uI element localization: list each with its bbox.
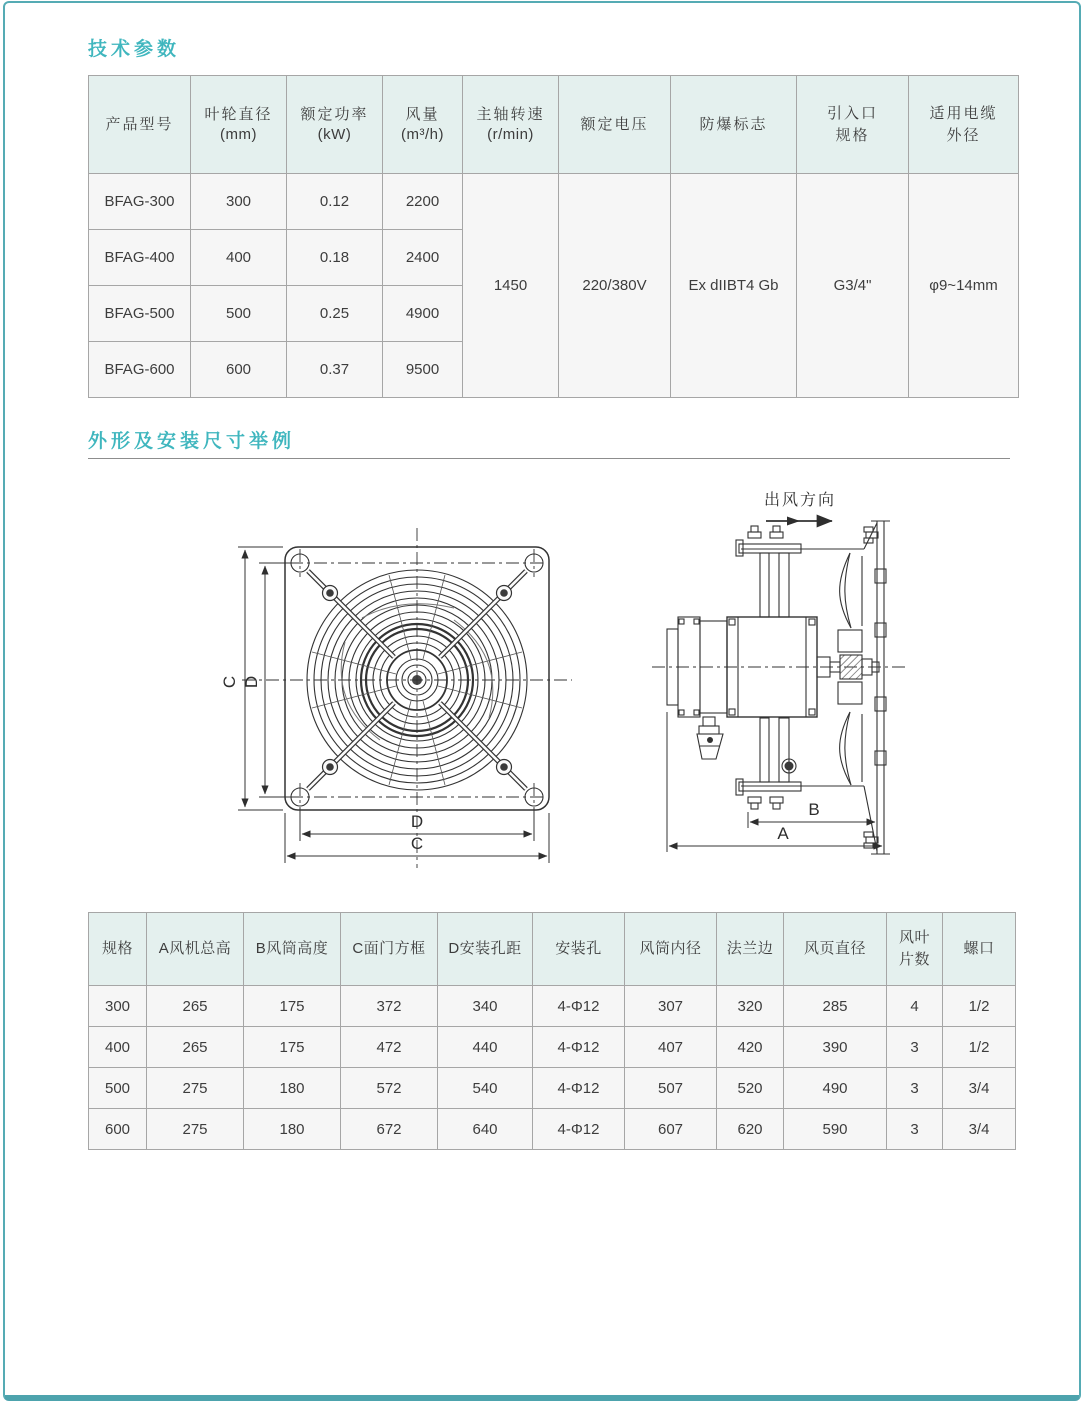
dimension-table xyxy=(88,912,1016,1150)
section-title-outline-dims: 外形及安装尺寸举例 xyxy=(88,431,296,452)
dim-cell: 372 xyxy=(341,986,438,1027)
spec-header-row xyxy=(89,76,1019,174)
spec-power: 0.18 xyxy=(287,230,383,286)
dim-cell: 607 xyxy=(625,1109,717,1150)
spec-header-exmark: 防爆标志 xyxy=(671,76,797,174)
dim-cell: 472 xyxy=(341,1027,438,1068)
dim-cell: 490 xyxy=(784,1068,887,1109)
spec-diameter: 500 xyxy=(191,286,287,342)
dim-cell: 307 xyxy=(625,986,717,1027)
section-divider xyxy=(88,458,1010,459)
dim-cell: 4-Φ12 xyxy=(533,1068,625,1109)
spec-airflow: 4900 xyxy=(383,286,463,342)
dim-cell: 180 xyxy=(244,1068,341,1109)
dim-cell: 500 xyxy=(89,1068,147,1109)
dim-cell: 590 xyxy=(784,1109,887,1150)
dim-cell: 3 xyxy=(887,1068,943,1109)
spec-model: BFAG-600 xyxy=(89,342,191,398)
dim-row xyxy=(89,1109,1016,1150)
spec-shared-inlet: G3/4" xyxy=(797,174,909,398)
dim-cell: 572 xyxy=(341,1068,438,1109)
dim-cell: 620 xyxy=(717,1109,784,1150)
side-view-drawing xyxy=(652,491,908,854)
dim-cell: 440 xyxy=(438,1027,533,1068)
dim-cell: 4-Φ12 xyxy=(533,1027,625,1068)
dim-header-mount-hole: 安装孔 xyxy=(533,913,625,986)
dim-cell: 3 xyxy=(887,1027,943,1068)
dim-header-blade-count: 风叶 片数 xyxy=(887,913,943,986)
spec-power: 0.12 xyxy=(287,174,383,230)
spec-header-cable: 适用电缆 外径 xyxy=(909,76,1019,174)
dim-header-total-height: A风机总高 xyxy=(147,913,244,986)
spec-header-speed: 主轴转速 (r/min) xyxy=(463,76,559,174)
side-dim-outer-label: A xyxy=(777,824,789,843)
spec-diameter: 400 xyxy=(191,230,287,286)
dim-header-panel-frame: C面门方框 xyxy=(341,913,438,986)
dim-cell: 3/4 xyxy=(943,1068,1016,1109)
drain-bolt xyxy=(785,762,794,771)
dim-cell: 275 xyxy=(147,1109,244,1150)
spec-header-voltage: 额定电压 xyxy=(559,76,671,174)
front-dim-left-inner-label: D xyxy=(242,675,261,689)
spec-power: 0.37 xyxy=(287,342,383,398)
dim-header-flange: 法兰边 xyxy=(717,913,784,986)
dim-cell: 285 xyxy=(784,986,887,1027)
dim-cell: 507 xyxy=(625,1068,717,1109)
dim-cell: 420 xyxy=(717,1027,784,1068)
dim-cell: 265 xyxy=(147,1027,244,1068)
dim-header-duct-id: 风筒内径 xyxy=(625,913,717,986)
spec-diameter: 300 xyxy=(191,174,287,230)
side-dim-inner-label: B xyxy=(808,800,820,819)
dim-header-duct-height: B风筒高度 xyxy=(244,913,341,986)
dim-cell: 4 xyxy=(887,986,943,1027)
spec-header-power: 额定功率 (kW) xyxy=(287,76,383,174)
dim-header-hole-spacing: D安装孔距 xyxy=(438,913,533,986)
spec-airflow: 2200 xyxy=(383,174,463,230)
dim-header-size: 规格 xyxy=(89,913,147,986)
dim-cell: 540 xyxy=(438,1068,533,1109)
dim-cell: 275 xyxy=(147,1068,244,1109)
spec-model: BFAG-300 xyxy=(89,174,191,230)
spec-model: BFAG-500 xyxy=(89,286,191,342)
spec-header-inlet: 引入口 规格 xyxy=(797,76,909,174)
dim-header-thread: 螺口 xyxy=(943,913,1016,986)
spec-header-airflow: 风量 (m³/h) xyxy=(383,76,463,174)
dim-cell: 175 xyxy=(244,986,341,1027)
front-dim-bottom-inner-label: D xyxy=(410,812,424,831)
spec-table xyxy=(88,75,1019,398)
section-title-tech-params: 技术参数 xyxy=(88,39,181,60)
dim-row xyxy=(89,1027,1016,1068)
dim-cell: 320 xyxy=(717,986,784,1027)
dim-cell: 672 xyxy=(341,1109,438,1150)
dim-cell: 3 xyxy=(887,1109,943,1150)
dim-cell: 180 xyxy=(244,1109,341,1150)
dim-cell: 520 xyxy=(717,1068,784,1109)
dim-cell: 175 xyxy=(244,1027,341,1068)
dim-cell: 600 xyxy=(89,1109,147,1150)
spec-shared-cable: φ9~14mm xyxy=(909,174,1019,398)
spec-diameter: 600 xyxy=(191,342,287,398)
spec-power: 0.25 xyxy=(287,286,383,342)
dim-row xyxy=(89,1068,1016,1109)
front-view-drawing xyxy=(220,528,572,868)
spec-shared-voltage: 220/380V xyxy=(559,174,671,398)
dim-row xyxy=(89,986,1016,1027)
spec-airflow: 9500 xyxy=(383,342,463,398)
spec-row xyxy=(89,174,1019,230)
front-dim-bottom-outer-label: C xyxy=(410,834,424,853)
dim-cell: 340 xyxy=(438,986,533,1027)
dim-cell: 390 xyxy=(784,1027,887,1068)
dim-cell: 265 xyxy=(147,986,244,1027)
airflow-direction-arrow xyxy=(766,517,832,526)
spec-header-model: 产品型号 xyxy=(89,76,191,174)
front-dim-left-outer-label: C xyxy=(220,675,239,689)
dim-cell: 1/2 xyxy=(943,986,1016,1027)
spec-header-diameter: 叶轮直径 (mm) xyxy=(191,76,287,174)
dim-cell: 640 xyxy=(438,1109,533,1150)
dim-cell: 1/2 xyxy=(943,1027,1016,1068)
dim-cell: 407 xyxy=(625,1027,717,1068)
spec-shared-exmark: Ex dIIBT4 Gb xyxy=(671,174,797,398)
dim-header-row xyxy=(89,913,1016,986)
dim-cell: 4-Φ12 xyxy=(533,986,625,1027)
dim-cell: 3/4 xyxy=(943,1109,1016,1150)
spec-model: BFAG-400 xyxy=(89,230,191,286)
dim-cell: 300 xyxy=(89,986,147,1027)
spec-shared-speed: 1450 xyxy=(463,174,559,398)
dim-header-blade-dia: 风页直径 xyxy=(784,913,887,986)
spec-airflow: 2400 xyxy=(383,230,463,286)
technical-drawings xyxy=(0,466,1088,906)
cable-gland xyxy=(697,717,723,759)
dim-cell: 4-Φ12 xyxy=(533,1109,625,1150)
airflow-direction-label: 出风方向 xyxy=(763,492,837,509)
dim-cell: 400 xyxy=(89,1027,147,1068)
